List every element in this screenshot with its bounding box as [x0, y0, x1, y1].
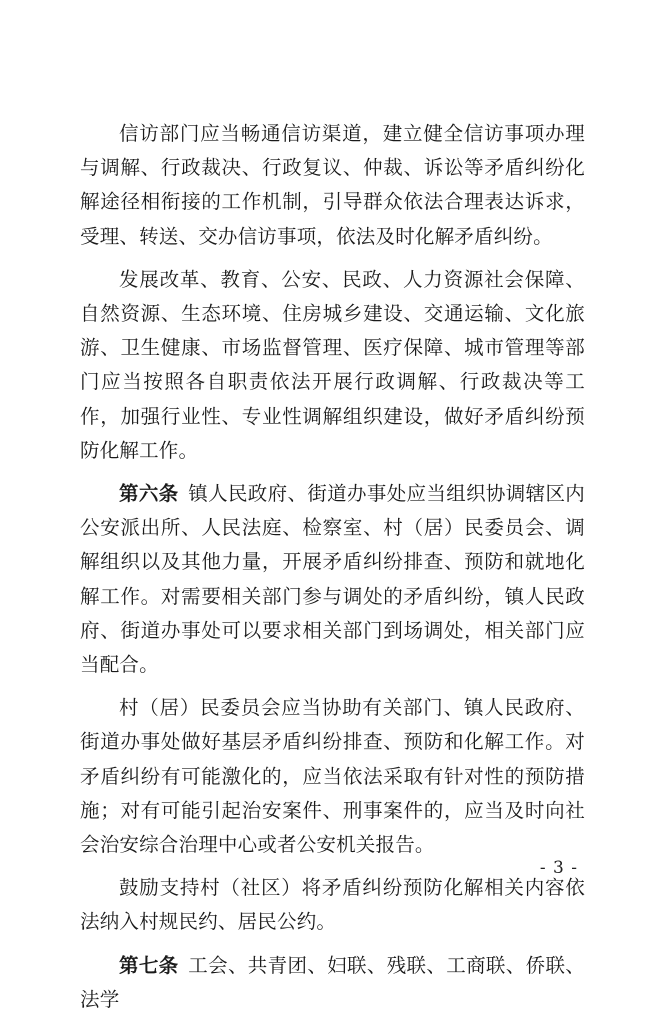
paragraph-text: 信访部门应当畅通信访渠道，建立健全信访事项办理与调解、行政裁决、行政复议、仲裁、诉讼等矛盾纠纷化解途径相衔接的工作机制，引导群众依法合理表达诉求，受理、转送、交办信访事项，依法及时化解矛盾纠纷。 — [80, 122, 585, 248]
article-7-paragraph — [80, 949, 585, 1017]
article-6-paragraph — [80, 477, 585, 682]
paragraph-2 — [80, 263, 585, 468]
paragraph-1 — [80, 117, 585, 254]
paragraph-text: 工会、共青团、妇联、残联、工商联、侨联、法学 — [80, 953, 585, 1011]
paragraph-text: 发展改革、教育、公安、民政、人力资源社会保障、自然资源、生态环境、住房城乡建设、交通运输、文化旅游、卫生健康、市场监督管理、医疗保障、城市管理等部门应当按照各自职责依法开展行政调解、行政裁决等工作，加强行业性、专业性调解组织建设，做好矛盾纠纷预防化解工作。 — [80, 267, 585, 462]
paragraph-text: 镇人民政府、街道办事处应当组织协调辖区内公安派出所、人民法庭、检察室、村（居）民委员会、调解组织以及其他力量，开展矛盾纠纷排查、预防和就地化解工作。对需要相关部门参与调处的矛盾纠纷，镇人民政府、街道办事处可以要求相关部门到场调处，相关部门应当配合。 — [80, 482, 585, 677]
paragraph-5 — [80, 871, 585, 939]
article-label: 第七条 — [119, 953, 179, 977]
paragraph-text: 村（居）民委员会应当协助有关部门、镇人民政府、街道办事处做好基层矛盾纠纷排查、预防和化解工作。对矛盾纠纷有可能激化的，应当依法采取有针对性的预防措施；对有可能引起治安案件、刑事案件的，应当及时向社会治安综合治理中心或者公安机关报告。 — [80, 696, 585, 857]
paragraph-4 — [80, 691, 585, 862]
article-label: 第六条 — [119, 482, 179, 506]
document-page — [80, 117, 585, 1026]
page-number: - 3 - — [539, 858, 578, 878]
paragraph-text: 鼓励支持村（社区）将矛盾纠纷预防化解相关内容依法纳入村规民约、居民公约。 — [80, 876, 585, 934]
